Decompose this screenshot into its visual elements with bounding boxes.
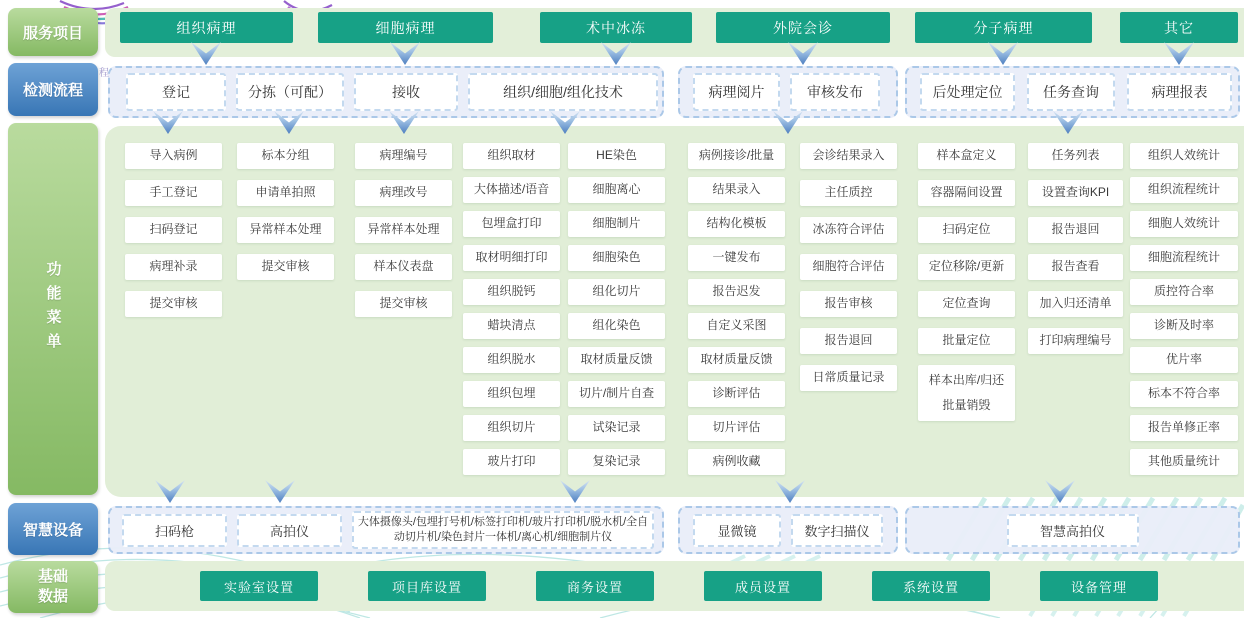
- service-button[interactable]: 术中冰冻: [540, 12, 692, 43]
- menu-item[interactable]: 包埋盒打印: [463, 211, 560, 237]
- menu-item[interactable]: 诊断及时率: [1130, 313, 1238, 339]
- device-item[interactable]: 大体摄像头/包埋打号机/标签打印机/玻片打印机/脱水机/全自动切片机/染色封片一体机/离心机/细胞制片仪: [352, 511, 654, 549]
- menu-item[interactable]: 一键发布: [688, 245, 785, 271]
- menu-item[interactable]: 优片率: [1130, 347, 1238, 373]
- base-data-button[interactable]: 设备管理: [1040, 571, 1158, 601]
- menu-item[interactable]: 切片/制片自查: [568, 381, 665, 407]
- menu-item[interactable]: 玻片打印: [463, 449, 560, 475]
- menu-item[interactable]: 细胞染色: [568, 245, 665, 271]
- menu-item[interactable]: 细胞符合评估: [800, 254, 897, 280]
- menu-item[interactable]: 取材质量反馈: [568, 347, 665, 373]
- base-data-button[interactable]: 实验室设置: [200, 571, 318, 601]
- menu-item[interactable]: 加入归还清单: [1028, 291, 1123, 317]
- menu-item[interactable]: 组化切片: [568, 279, 665, 305]
- function-menu-panel: [105, 126, 1244, 497]
- menu-item[interactable]: 提交审核: [237, 254, 334, 280]
- menu-item[interactable]: 申请单拍照: [237, 180, 334, 206]
- process-step-button[interactable]: 后处理定位: [920, 73, 1015, 111]
- service-button[interactable]: 细胞病理: [318, 12, 493, 43]
- menu-item[interactable]: 定位查询: [918, 291, 1015, 317]
- process-step-button[interactable]: 登记: [126, 73, 226, 111]
- menu-item[interactable]: 试染记录: [568, 415, 665, 441]
- process-step-button[interactable]: 任务查询: [1027, 73, 1115, 111]
- devices-group-lab: [108, 506, 664, 554]
- devices-group-post: [905, 506, 1240, 554]
- process-step-button[interactable]: 组织/细胞/组化技术: [468, 73, 658, 111]
- menu-item[interactable]: 结果录入: [688, 177, 785, 203]
- menu-item[interactable]: 取材明细打印: [463, 245, 560, 271]
- menu-item[interactable]: 定位移除/更新: [918, 254, 1015, 280]
- menu-item[interactable]: 病理编号: [355, 143, 452, 169]
- menu-item[interactable]: 报告审核: [800, 291, 897, 317]
- menu-item[interactable]: 病理改号: [355, 180, 452, 206]
- process-group-diagnosis: [678, 66, 898, 118]
- menu-column-reports: [1130, 126, 1238, 497]
- services-row: [105, 8, 1244, 57]
- sidebar-label-smart-devices: 智慧设备: [8, 503, 98, 555]
- process-step-button[interactable]: 审核发布: [790, 73, 880, 111]
- process-step-button[interactable]: 接收: [354, 73, 458, 111]
- process-step-button[interactable]: 分拣（可配）: [236, 73, 344, 111]
- menu-item[interactable]: 复染记录: [568, 449, 665, 475]
- process-step-button[interactable]: 病理阅片: [693, 73, 780, 111]
- menu-item[interactable]: 组织脱水: [463, 347, 560, 373]
- menu-item[interactable]: 组织切片: [463, 415, 560, 441]
- menu-item[interactable]: 自定义采图: [688, 313, 785, 339]
- process-step-button[interactable]: 病理报表: [1127, 73, 1232, 111]
- device-item[interactable]: 数字扫描仪: [791, 514, 883, 547]
- menu-column-reading: [688, 126, 785, 497]
- menu-item[interactable]: 标本不符合率: [1130, 381, 1238, 407]
- menu-column-tasks: [1028, 126, 1123, 497]
- menu-item[interactable]: 样本出库/归还 批量销毁: [918, 365, 1015, 421]
- menu-item[interactable]: 容器隔间设置: [918, 180, 1015, 206]
- menu-item[interactable]: 会诊结果录入: [800, 143, 897, 169]
- menu-column-sampling: [463, 126, 560, 497]
- menu-item[interactable]: 报告单修正率: [1130, 415, 1238, 441]
- menu-item[interactable]: 异常样本处理: [355, 217, 452, 243]
- menu-column-review: [800, 126, 897, 497]
- menu-item[interactable]: 其他质量统计: [1130, 449, 1238, 475]
- sidebar-label-services: 服务项目: [8, 8, 98, 56]
- menu-item[interactable]: 诊断评估: [688, 381, 785, 407]
- service-button[interactable]: 组织病理: [120, 12, 293, 43]
- menu-item[interactable]: 提交审核: [355, 291, 452, 317]
- menu-item[interactable]: 报告退回: [800, 328, 897, 354]
- menu-item[interactable]: 手工登记: [125, 180, 222, 206]
- menu-item[interactable]: 样本盒定义: [918, 143, 1015, 169]
- menu-item[interactable]: 组化染色: [568, 313, 665, 339]
- sidebar-label-base-data-text: 基础数据: [37, 567, 68, 605]
- menu-item[interactable]: 组织包埋: [463, 381, 560, 407]
- menu-item[interactable]: 大体描述/语音: [463, 177, 560, 203]
- menu-item[interactable]: 提交审核: [125, 291, 222, 317]
- menu-column-staining: [568, 126, 665, 497]
- menu-item[interactable]: 异常样本处理: [237, 217, 334, 243]
- menu-item[interactable]: 任务列表: [1028, 143, 1123, 169]
- menu-item[interactable]: 组织流程统计: [1130, 177, 1238, 203]
- device-item[interactable]: 显微镜: [693, 514, 781, 547]
- menu-item[interactable]: 报告查看: [1028, 254, 1123, 280]
- menu-item[interactable]: 日常质量记录: [800, 365, 897, 391]
- menu-item[interactable]: 批量定位: [918, 328, 1015, 354]
- menu-item[interactable]: 样本仪表盘: [355, 254, 452, 280]
- menu-column-sorting: [237, 126, 334, 497]
- menu-item[interactable]: 主任质控: [800, 180, 897, 206]
- sidebar-label-function-menu: 功能菜单: [8, 123, 98, 495]
- sidebar-label-process: 检测流程: [8, 63, 98, 116]
- devices-group-diagnosis: [678, 506, 898, 554]
- base-data-button[interactable]: 系统设置: [872, 571, 990, 601]
- menu-item[interactable]: 打印病理编号: [1028, 328, 1123, 354]
- menu-item[interactable]: 导入病例: [125, 143, 222, 169]
- menu-item[interactable]: 报告退回: [1028, 217, 1123, 243]
- sidebar-label-base-data: [8, 561, 98, 613]
- service-button[interactable]: 分子病理: [915, 12, 1092, 43]
- menu-item[interactable]: 细胞离心: [568, 177, 665, 203]
- base-data-button[interactable]: 成员设置: [704, 571, 822, 601]
- process-group-post: [905, 66, 1240, 118]
- menu-item[interactable]: 组织脱钙: [463, 279, 560, 305]
- menu-item[interactable]: 蜡块清点: [463, 313, 560, 339]
- menu-item[interactable]: 结构化模板: [688, 211, 785, 237]
- menu-item[interactable]: 扫码登记: [125, 217, 222, 243]
- menu-item[interactable]: HE染色: [568, 143, 665, 169]
- menu-item[interactable]: 细胞制片: [568, 211, 665, 237]
- menu-item[interactable]: 组织取材: [463, 143, 560, 169]
- menu-column-positioning: [918, 126, 1015, 497]
- menu-item[interactable]: 设置查询KPI: [1028, 180, 1123, 206]
- menu-item[interactable]: 质控符合率: [1130, 279, 1238, 305]
- menu-column-register: [125, 126, 222, 497]
- base-data-row: [105, 561, 1244, 611]
- menu-column-receive: [355, 126, 452, 497]
- menu-item[interactable]: 细胞流程统计: [1130, 245, 1238, 271]
- menu-item[interactable]: 标本分组: [237, 143, 334, 169]
- service-button[interactable]: 外院会诊: [716, 12, 890, 43]
- service-button[interactable]: 其它: [1120, 12, 1238, 43]
- watermark-fragment: 程: [99, 68, 109, 79]
- device-item[interactable]: 智慧高拍仪: [1007, 514, 1139, 547]
- menu-item[interactable]: 取材质量反馈: [688, 347, 785, 373]
- menu-item[interactable]: 冰冻符合评估: [800, 217, 897, 243]
- menu-item[interactable]: 细胞人效统计: [1130, 211, 1238, 237]
- menu-item[interactable]: 病例收藏: [688, 449, 785, 475]
- menu-item[interactable]: 切片评估: [688, 415, 785, 441]
- base-data-button[interactable]: 商务设置: [536, 571, 654, 601]
- base-data-button[interactable]: 项目库设置: [368, 571, 486, 601]
- menu-item[interactable]: 扫码定位: [918, 217, 1015, 243]
- device-item[interactable]: 扫码枪: [122, 514, 227, 547]
- menu-item[interactable]: 组织人效统计: [1130, 143, 1238, 169]
- device-item[interactable]: 高拍仪: [237, 514, 342, 547]
- menu-item[interactable]: 病理补录: [125, 254, 222, 280]
- process-group-lab-flow: [108, 66, 664, 118]
- menu-item[interactable]: 报告迟发: [688, 279, 785, 305]
- menu-item[interactable]: 病例接诊/批量: [688, 143, 785, 169]
